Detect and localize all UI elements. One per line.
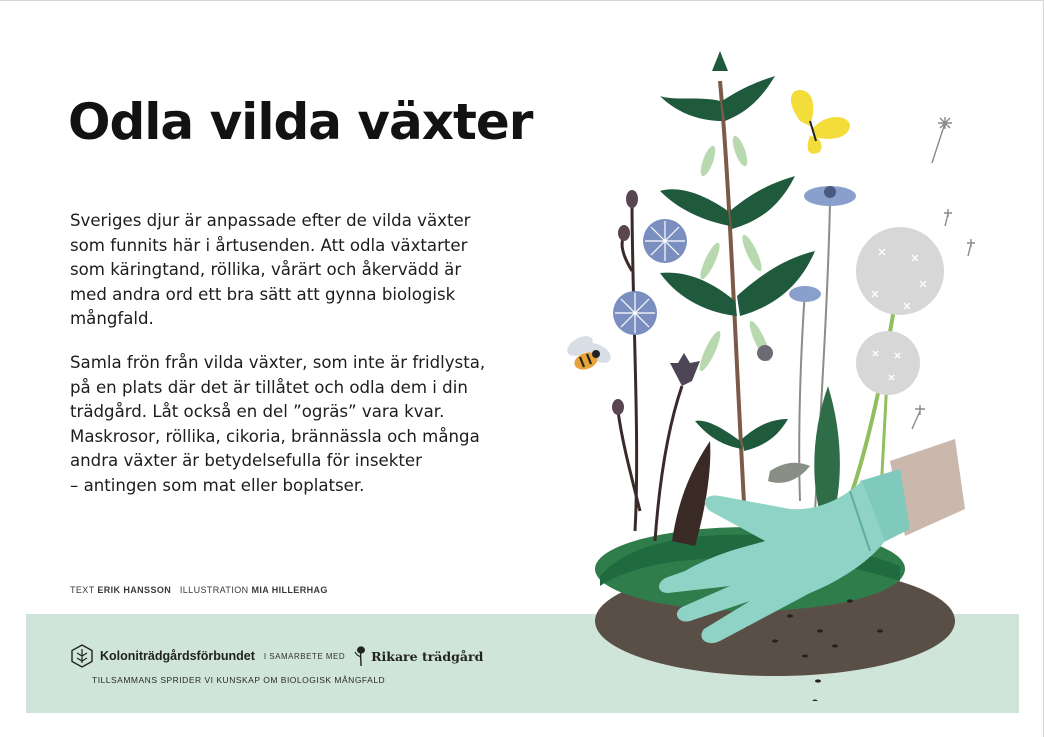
rikare-tradgard-logo-icon: [353, 645, 369, 667]
scabious-icon: [757, 186, 856, 511]
intro-paragraph: [70, 209, 540, 332]
illustration-credit-name: MIA HILLERHAG: [251, 585, 328, 595]
illustration-credit-label: ILLUSTRATION: [179, 585, 249, 595]
paragraph-line: Maskrosor, röllika, cikoria, brännässla och många: [70, 426, 480, 446]
paragraph-line: som käringtand, röllika, vårärt och åkervädd är: [70, 260, 462, 279]
organization-name: Koloniträdgårdsförbundet: [100, 649, 255, 663]
page-title: Odla vilda växter: [68, 93, 533, 151]
advice-paragraph: [70, 351, 540, 498]
paragraph-line: Samla frön från vilda växter, som inte är fridlysta,: [70, 353, 486, 372]
paragraph-line: Sveriges djur är anpassade efter de vilda växter: [70, 211, 471, 230]
seedhead-icon: [670, 353, 700, 386]
text-credit-name: ERIK HANSSON: [97, 585, 172, 595]
wild-plants-illustration: [560, 41, 1000, 701]
text-credit-label: TEXT: [70, 585, 95, 595]
nettle-icon: [660, 51, 815, 521]
koloni-logo-icon: [70, 644, 94, 668]
paragraph-line: med andra ord ett bra sätt att gynna biologisk: [70, 284, 456, 304]
footer-tagline: TILLSAMMANS SPRIDER VI KUNSKAP OM BIOLOGISK MÅNGFALD: [92, 675, 386, 685]
bee-icon: [564, 332, 614, 373]
paragraph-line: andra växter är betydelsefulla för insekter: [70, 451, 422, 470]
partner-name: Rikare trädgård: [371, 648, 484, 664]
footer-logos: [70, 643, 483, 669]
paragraph-line: trädgård. Låt också en del ”ogräs” vara kvar.: [70, 402, 445, 421]
credits-line: [70, 585, 328, 595]
paragraph-line: mångfald.: [70, 309, 154, 328]
paragraph-line: på en plats där det är tillåtet och odla dem i din: [70, 377, 468, 397]
butterfly-icon: [791, 90, 850, 154]
yarrow-leaf: [768, 463, 810, 483]
paragraph-line: – antingen som mat eller boplatser.: [70, 475, 365, 495]
collaboration-text: I SAMARBETE MED: [263, 651, 346, 661]
paragraph-line: som funnits här i årtusenden. Att odla växtarter: [70, 235, 468, 255]
